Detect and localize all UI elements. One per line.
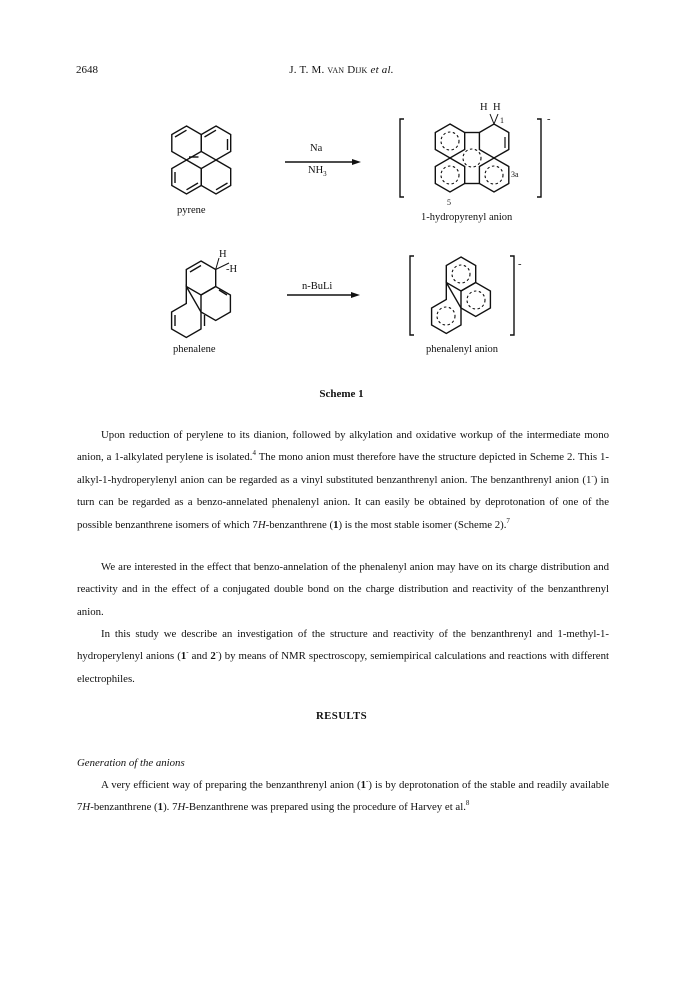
atom-h-1: H xyxy=(480,102,488,113)
reagent-nh3: $NH_3$ xyxy=(308,165,327,179)
atom-h-side: -H xyxy=(226,264,238,275)
bracket-left-2 xyxy=(410,256,414,335)
arrow-1-head xyxy=(352,159,361,165)
running-head: J. T. M. van Dijk et al. xyxy=(289,64,394,76)
label-phenalene: phenalene xyxy=(173,344,216,355)
bracket-right xyxy=(537,119,541,197)
bracket-left xyxy=(400,119,404,197)
reagent-nbuli: n-BuLi xyxy=(302,281,333,292)
bracket-right-2 xyxy=(510,256,514,335)
results-heading: RESULTS xyxy=(315,710,368,722)
label-pyrene: pyrene xyxy=(177,205,206,216)
label-1-hydropyrenyl-anion: 1-hydropyrenyl anion xyxy=(421,212,513,223)
paragraph-1: Upon reduction of perylene to its dianion, followed by alkylation and oxidative workup of the intermediate mono anion, a 1-alkylated perylene is isolated.$^4$ The mono anion must therefore have the structure depicted in Scheme 2. This 1-alkyl-1-hydroperylenyl anion can be regarded as a vinyl substituted benzanthrenyl anion. The benzanthrenyl anion (1-) in turn can be regarded as a benzo-annelated phenalenyl anion. It can easily be obtained by deprotonation of one of the possible benzanthrene isomers of which 7H-benzanthrene (1) is the most stable isomer (Scheme 2).$^7$ xyxy=(77,429,609,531)
scheme-caption: Scheme 1 xyxy=(319,388,364,400)
charge-minus-2: - xyxy=(518,259,522,270)
position-1: 1 xyxy=(500,116,504,125)
paragraph-4: A very efficient way of preparing the benzanthrenyl anion (1-) is by deprotonation of the stable and readily available 7H-benzanthrene (1). 7H-Benzanthrene was prepared using the procedure of Harvey et al.$^8$ xyxy=(77,777,609,814)
arrow-2-head xyxy=(351,292,360,298)
page-number: 2648 xyxy=(76,64,98,76)
phenalene-structure xyxy=(172,258,231,338)
author-surname: van Dijk xyxy=(327,64,368,76)
scheme-drawing xyxy=(0,0,683,400)
position-3a: 3a xyxy=(511,170,519,179)
atom-h-top: H xyxy=(219,249,227,260)
paragraph-3: In this study we describe an investigation of the structure and reactivity of the benzanthrenyl and 1-methyl-1-hydroperylenyl anions (1- and 2-) by means of NMR spectroscopy, semiempirical calculations and reactions with different electrophiles. xyxy=(77,628,609,685)
charge-minus-1: - xyxy=(547,114,551,125)
reagent-na: Na xyxy=(310,143,323,154)
phenalenyl-anion-structure xyxy=(410,256,514,335)
hydropyrenyl-anion-structure xyxy=(400,114,541,197)
label-phenalenyl-anion: phenalenyl anion xyxy=(426,344,499,355)
scheme-1-figure xyxy=(0,0,683,400)
atom-h-2: H xyxy=(493,102,501,113)
subheading-generation: Generation of the anions xyxy=(77,757,185,769)
pyrene-structure xyxy=(172,126,231,194)
paragraph-2: We are interested in the effect that benzo-annelation of the phenalenyl anion may have on its charge distribution and reactivity and in the effect of a conjugated double bond on the charge distribution and reactivity of the benzanthrenyl anion. xyxy=(77,561,609,618)
position-5: 5 xyxy=(447,198,451,207)
